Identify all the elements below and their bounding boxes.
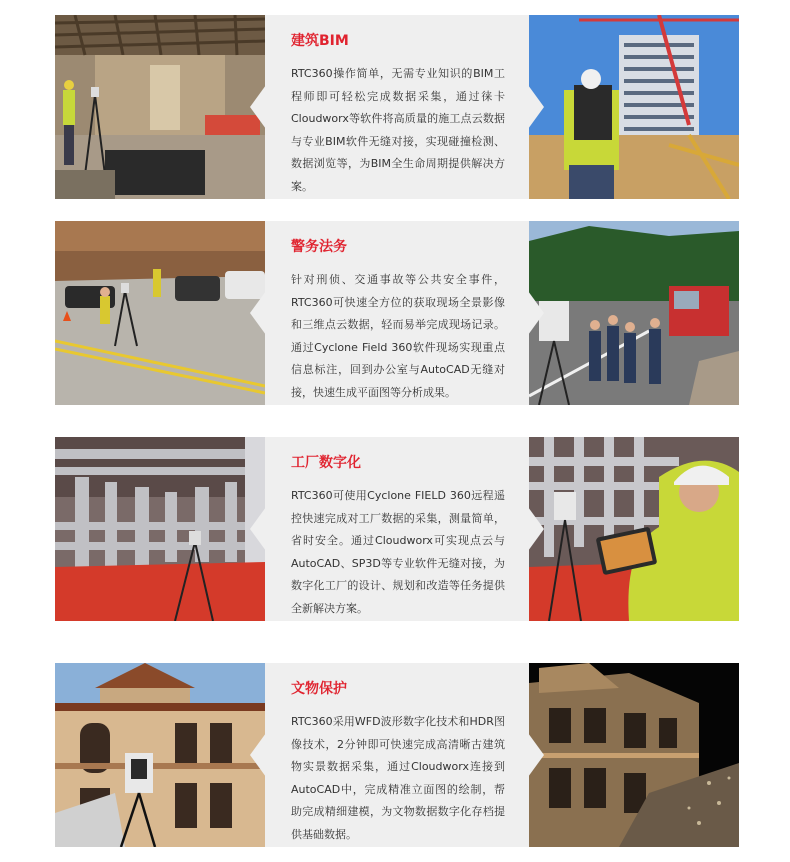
notch-decoration bbox=[528, 733, 544, 777]
worker-tablet-photo bbox=[529, 437, 739, 621]
worker-backpack-photo bbox=[529, 15, 739, 199]
notch-decoration bbox=[528, 85, 544, 129]
section-title: 警务法务 bbox=[291, 239, 347, 255]
section-text bbox=[291, 679, 505, 846]
section-body: RTC360可使用Cyclone FIELD 360远程遥控快速完成对工厂数据的采集，测量简单，省时安全。通过Cloudworx可实现点云与AutoCAD、SP3D等专业软件无缝对接，为数字化工厂的设计、规划和改造等任务提供全新解决方案。 bbox=[291, 489, 505, 615]
section-body: 针对刑侦、交通事故等公共安全事件，RTC360可快速全方位的获取现场全景影像和三维点云数据，轻而易举完成现场记录。通过Cyclone Field 360软件现场实现重点信息标注，回到办公室与AutoCAD无缝对接，快速生成平面图等分析成果。 bbox=[291, 273, 505, 399]
section-title: 建筑BIM bbox=[291, 33, 349, 49]
historic-building-photo bbox=[55, 663, 265, 847]
construction-interior-photo bbox=[55, 15, 265, 199]
section-bim bbox=[55, 15, 739, 199]
notch-decoration bbox=[250, 733, 266, 777]
section-police bbox=[55, 221, 739, 405]
section-text bbox=[291, 453, 505, 620]
section-factory bbox=[55, 437, 739, 621]
police-firetruck-photo bbox=[529, 221, 739, 405]
factory-pipes-photo bbox=[55, 437, 265, 621]
notch-decoration bbox=[528, 507, 544, 551]
section-body: RTC360操作简单，无需专业知识的BIM工程师即可轻松完成数据采集，通过徕卡Cloudworx等软件将高质量的施工点云数据与专业BIM软件无缝对接，实现碰撞检测、数据浏览等，为BIM全生命周期提供解决方案。 bbox=[291, 67, 505, 193]
notch-decoration bbox=[250, 291, 266, 335]
accident-scene-photo bbox=[55, 221, 265, 405]
section-title: 文物保护 bbox=[291, 681, 347, 697]
section-text bbox=[291, 237, 505, 404]
section-body: RTC360采用WFD波形数字化技术和HDR图像技术，2分钟即可快速完成高清晰古建筑物实景数据采集，通过Cloudworx连接到AutoCAD中，完成精准立面图的绘制，帮助完成精细建模，为文物数据数字化存档提供基础数据。 bbox=[291, 715, 505, 841]
point-cloud-photo bbox=[529, 663, 739, 847]
notch-decoration bbox=[250, 85, 266, 129]
section-heritage bbox=[55, 663, 739, 847]
notch-decoration bbox=[528, 291, 544, 335]
section-title: 工厂数字化 bbox=[291, 455, 361, 471]
notch-decoration bbox=[250, 507, 266, 551]
section-text bbox=[291, 31, 505, 198]
